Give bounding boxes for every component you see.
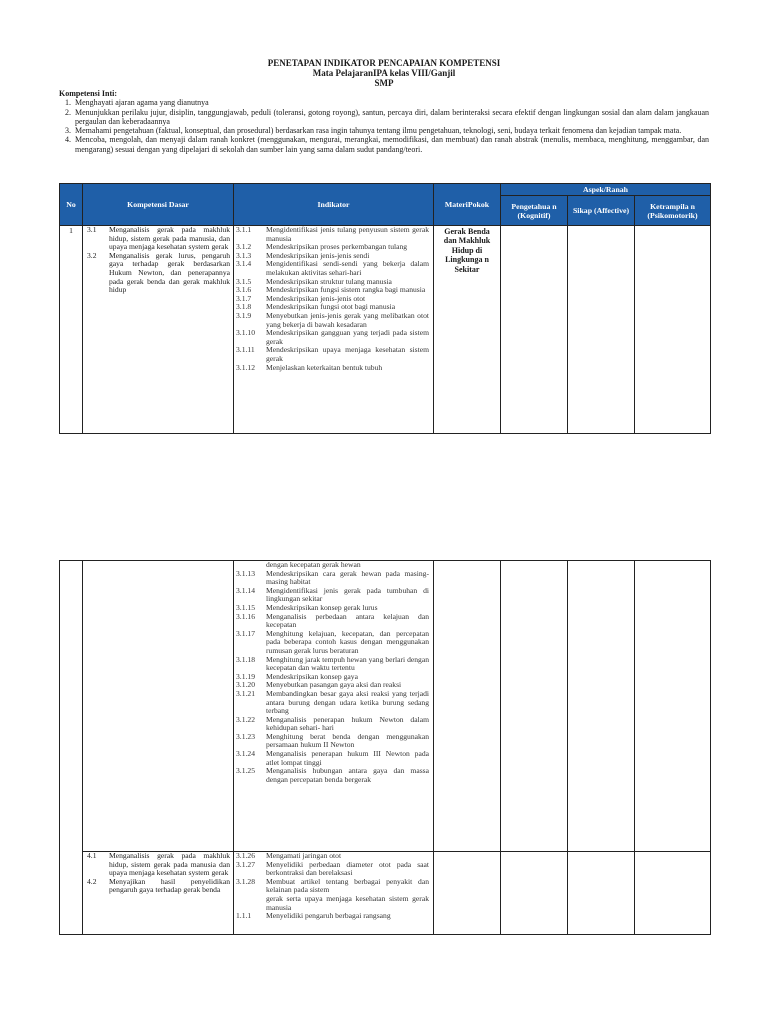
indikator-item xyxy=(234,733,433,750)
indikator-number: 3.1.15 xyxy=(236,602,255,612)
indikator-number: 3.1.22 xyxy=(236,714,255,724)
indikator-text: Mengidentifikasi sendi-sendi yang bekerja dalam melakukan aktivitas sehari-hari xyxy=(266,259,429,277)
kompetensi-inti-list xyxy=(59,98,709,154)
indikator-number: 3.1.11 xyxy=(236,345,255,355)
kompetensi-inti-item: 3. Memahami pengetahuan (faktual, konseptual, dan prosedural) berdasarkan rasa ingin tahunya tentang ilmu pengetahuan, teknologi, seni, budaya terkait fenomena dan kejadian tampak mata. xyxy=(73,126,709,135)
indikator-text: Mendeskripsikan konsep gaya xyxy=(266,671,358,681)
kd-text: Menganalisis gerak lurus, pengaruh gaya terhadap gerak berdasarkan Hukum Newton, dan penerapannya pada gerak benda dan gerak makhluk hidup xyxy=(109,250,230,295)
indikator-item xyxy=(234,587,433,604)
indikator-text: Menyebutkan pasangan gaya aksi dan reaksi xyxy=(266,680,402,690)
afektif-cell xyxy=(568,226,635,434)
indikator-number: 3.1.27 xyxy=(236,859,255,869)
row-number: 1 xyxy=(60,226,83,434)
kd-number: 3.1 xyxy=(87,226,97,234)
kd-number: 3.2 xyxy=(87,250,97,260)
indikator-number: 3.1.5 xyxy=(236,276,252,286)
indikator-number: 3.1.7 xyxy=(236,293,252,303)
indikator-number: 3.1.23 xyxy=(236,731,255,741)
indikator-text: Menghitung kelajuan, kecepatan, dan percepatan pada beberapa contoh kasus dengan menggunakan rumusan gerak lurus beraturan xyxy=(266,628,429,655)
header-kompetensi-dasar: Kompetensi Dasar xyxy=(83,184,234,226)
indikator-text: Mendeskripsikan struktur tulang manusia xyxy=(266,276,392,286)
header-materi-pokok: MateriPokok xyxy=(434,184,501,226)
kognitif-cell xyxy=(501,561,568,852)
indikator-item xyxy=(234,656,433,673)
indikator-item xyxy=(234,570,433,587)
kognitif-cell xyxy=(501,852,568,935)
kompetensi-inti-item: 4. Mencoba, mengolah, dan menyaji dalam ranah konkret (menggunakan, mengurai, merangkai, memodifikasi, dan membuat) dan ranah abstrak (menulis, membaca, menghitung, menggambar, dan mengarang) sesuai dengan yang dipelajari di sekolah dan sumber lain yang sama dalam sudut pandang/teori. xyxy=(73,135,709,154)
indikator-text: Menganalisis hubungan antara gaya dan massa dengan percepatan benda bergerak xyxy=(266,766,429,784)
indikator-number: 3.1.20 xyxy=(236,680,255,690)
kompetensi-inti-item: 1. Menghayati ajaran agama yang dianutnya xyxy=(73,98,709,107)
indikator-number: 3.1.24 xyxy=(236,749,255,759)
indicator-table-part-2 xyxy=(59,560,711,935)
indikator-text: Menghitung berat benda dengan menggunakan persamaan hukum II Newton xyxy=(266,731,429,750)
kd-text: Menyajikan hasil penyelidikan pengaruh gaya terhadap gerak benda xyxy=(109,876,230,895)
indikator-text: Mendeskripsikan proses perkembangan tulang xyxy=(266,242,408,252)
table-row xyxy=(60,226,711,434)
indikator-text: Menganalisis perbedaan antara kelajuan dan kecepatan xyxy=(266,611,429,630)
indikator-number: 3.1.28 xyxy=(236,876,255,886)
kd-item xyxy=(83,226,233,252)
header-no: No xyxy=(60,184,83,226)
indikator-number: 3.1.19 xyxy=(236,671,255,681)
indikator-number: 3.1.26 xyxy=(236,852,255,860)
document-subject: Mata PelajaranIPA kelas VIII/Ganjil xyxy=(312,68,456,78)
indikator-item xyxy=(234,767,433,784)
indikator-text: Mendeskripsikan fungsi sistem rangka bagi manusia xyxy=(266,285,426,295)
indikator-text: Mendeskripsikan jenis-jenis otot xyxy=(266,293,366,303)
header-afektif: Sikap (Affective) xyxy=(568,196,635,226)
psikomotorik-cell xyxy=(635,226,711,434)
afektif-cell xyxy=(568,852,635,935)
indikator-text: Menyebutkan jenis-jenis gerak yang melibatkan otot yang bekerja di bawah kesadaran xyxy=(266,310,429,329)
kd-item xyxy=(83,252,233,295)
indikator-item xyxy=(234,878,433,895)
indikator-number: 3.1.14 xyxy=(236,585,255,595)
indikator-text: Menyelidiki perbedaan diameter otot pada saat berkontraksi dan berelaksasi xyxy=(266,859,429,878)
indikator-text: Mendeskripsikan gangguan yang terjadi pada sistem gerak xyxy=(266,328,429,346)
indikator-text: Mengidentifikasi jenis tulang penyusun sistem gerak manusia xyxy=(266,226,429,243)
indikator-number: 3.1.16 xyxy=(236,611,255,621)
kompetensi-dasar-cell xyxy=(83,852,234,935)
indicator-table-part-1 xyxy=(59,183,711,434)
indikator-item xyxy=(234,716,433,733)
header-aspek-ranah: Aspek/Ranah xyxy=(501,184,711,196)
indikator-item xyxy=(234,226,433,243)
indikator-text: Menganalisis penerapan hukum III Newton pada atlet lompat tinggi xyxy=(266,749,429,767)
kd-text: Menganalisis gerak pada makhluk hidup, sistem gerak pada manusia, dan upaya menjaga kesehatan system gerak xyxy=(109,226,230,252)
document-title: PENETAPAN INDIKATOR PENCAPAIAN KOMPETENSI xyxy=(267,58,501,68)
table-row xyxy=(60,561,711,852)
indikator-text: Menganalisis penerapan hukum Newton dalam kehidupan sehari- hari xyxy=(266,714,429,733)
materi-pokok-cell xyxy=(434,226,501,434)
indikator-item xyxy=(234,861,433,878)
materi-pokok-cell xyxy=(434,852,501,935)
kompetensi-dasar-cell xyxy=(83,226,234,434)
indikator-number: 3.1.2 xyxy=(236,242,252,252)
indikator-number: 3.1.13 xyxy=(236,568,255,578)
indikator-continuation: gerak serta upaya menjaga kesehatan sistem gerak manusia xyxy=(266,893,429,912)
materi-pokok-text: Gerak Benda dan Makhluk Hidup di Lingkunga n Sekitar xyxy=(443,227,491,274)
indikator-cell xyxy=(234,226,434,434)
indikator-text: Menyelidiki pengaruh berbagai rangsang xyxy=(266,911,391,921)
kompetensi-inti-heading: Kompetensi Inti: xyxy=(59,89,117,98)
indikator-item xyxy=(234,750,433,767)
afektif-cell xyxy=(568,561,635,852)
indikator-cell xyxy=(234,561,434,852)
indikator-number: 3.1.25 xyxy=(236,766,255,776)
kompetensi-dasar-cell xyxy=(83,561,234,852)
indikator-text: Mendeskripsikan upaya menjaga kesehatan sistem gerak xyxy=(266,345,429,363)
indikator-text: Membuat artikel tentang berbagai penyakit dan kelainan pada sistem xyxy=(266,876,429,895)
indikator-number: 3.1.12 xyxy=(236,362,255,372)
kd-item xyxy=(83,878,233,895)
indikator-item xyxy=(234,260,433,277)
indikator-number: 3.1.1 xyxy=(236,226,252,234)
header-indikator: Indikator xyxy=(234,184,434,226)
kompetensi-inti-section xyxy=(59,89,709,154)
indikator-number: 3.1.10 xyxy=(236,328,255,338)
indikator-text: Mendeskripsikan konsep gerak lurus xyxy=(266,602,378,612)
indikator-number: 3.1.3 xyxy=(236,250,252,260)
indikator-number: 3.1.8 xyxy=(236,302,252,312)
kd-number: 4.2 xyxy=(87,876,97,886)
table-row xyxy=(60,852,711,935)
indikator-item xyxy=(234,630,433,656)
indikator-cell xyxy=(234,852,434,935)
indikator-item xyxy=(234,613,433,630)
header-kognitif: Pengetahua n (Kognitif) xyxy=(501,196,568,226)
indikator-number: 3.1.17 xyxy=(236,628,255,638)
indikator-continuation: dengan kecepatan gerak hewan xyxy=(266,561,361,569)
indikator-number: 3.1.18 xyxy=(236,654,255,664)
indikator-text: Mengidentifikasi jenis gerak pada tumbuhan di lingkungan sekitar xyxy=(266,585,429,604)
indikator-number: 3.1.6 xyxy=(236,285,252,295)
indikator-number: 3.1.21 xyxy=(236,688,255,698)
materi-pokok-cell xyxy=(434,561,501,852)
indikator-item xyxy=(234,364,433,373)
indikator-item xyxy=(234,912,433,921)
indikator-text: Menjelaskan keterkaitan bentuk tubuh xyxy=(266,362,383,372)
indikator-text: Mendeskripsikan jenis-jenis sendi xyxy=(266,250,370,260)
indikator-item xyxy=(234,690,433,716)
indikator-number: 1.1.1 xyxy=(236,911,252,921)
kd-item xyxy=(83,852,233,878)
row-number xyxy=(60,561,83,935)
indikator-text: Mendeskripsikan cara gerak hewan pada masing-masing habitat xyxy=(266,568,429,587)
indikator-item xyxy=(234,346,433,363)
indikator-text: Menghitung jarak tempuh hewan yang berlari dengan kecepatan dan waktu tertentu xyxy=(266,654,429,673)
indikator-text: Mendeskripsikan fungsi otot bagi manusia xyxy=(266,302,396,312)
document-level: SMP xyxy=(374,78,394,88)
kd-number: 4.1 xyxy=(87,852,97,860)
kompetensi-inti-item: 2. Menunjukkan perilaku jujur, disiplin, tanggungjawab, peduli (toleransi, gotong royong), santun, percaya diri, dalam berinteraksi secara efektif dengan lingkungan sosial dan alam dalam jangkauan pergaulan dan keberadaannya xyxy=(73,108,709,127)
psikomotorik-cell xyxy=(635,561,711,852)
indikator-number: 3.1.4 xyxy=(236,259,252,269)
kd-text: Menganalisis gerak pada makhluk hidup, sistem gerak pada manusia dan upaya menjaga kesehatan system gerak xyxy=(109,852,230,878)
psikomotorik-cell xyxy=(635,852,711,935)
indikator-item xyxy=(234,329,433,346)
indikator-number: 3.1.9 xyxy=(236,310,252,320)
indikator-text: Membandingkan besar gaya aksi reaksi yang terjadi antara burung dengan udara ketika burung sedang terbang xyxy=(266,688,429,716)
indikator-item xyxy=(234,312,433,329)
header-psikomotorik: Ketrampila n (Psikomotorik) xyxy=(635,196,711,226)
kognitif-cell xyxy=(501,226,568,434)
indikator-text: Mengamati jaringan otot xyxy=(266,852,342,860)
